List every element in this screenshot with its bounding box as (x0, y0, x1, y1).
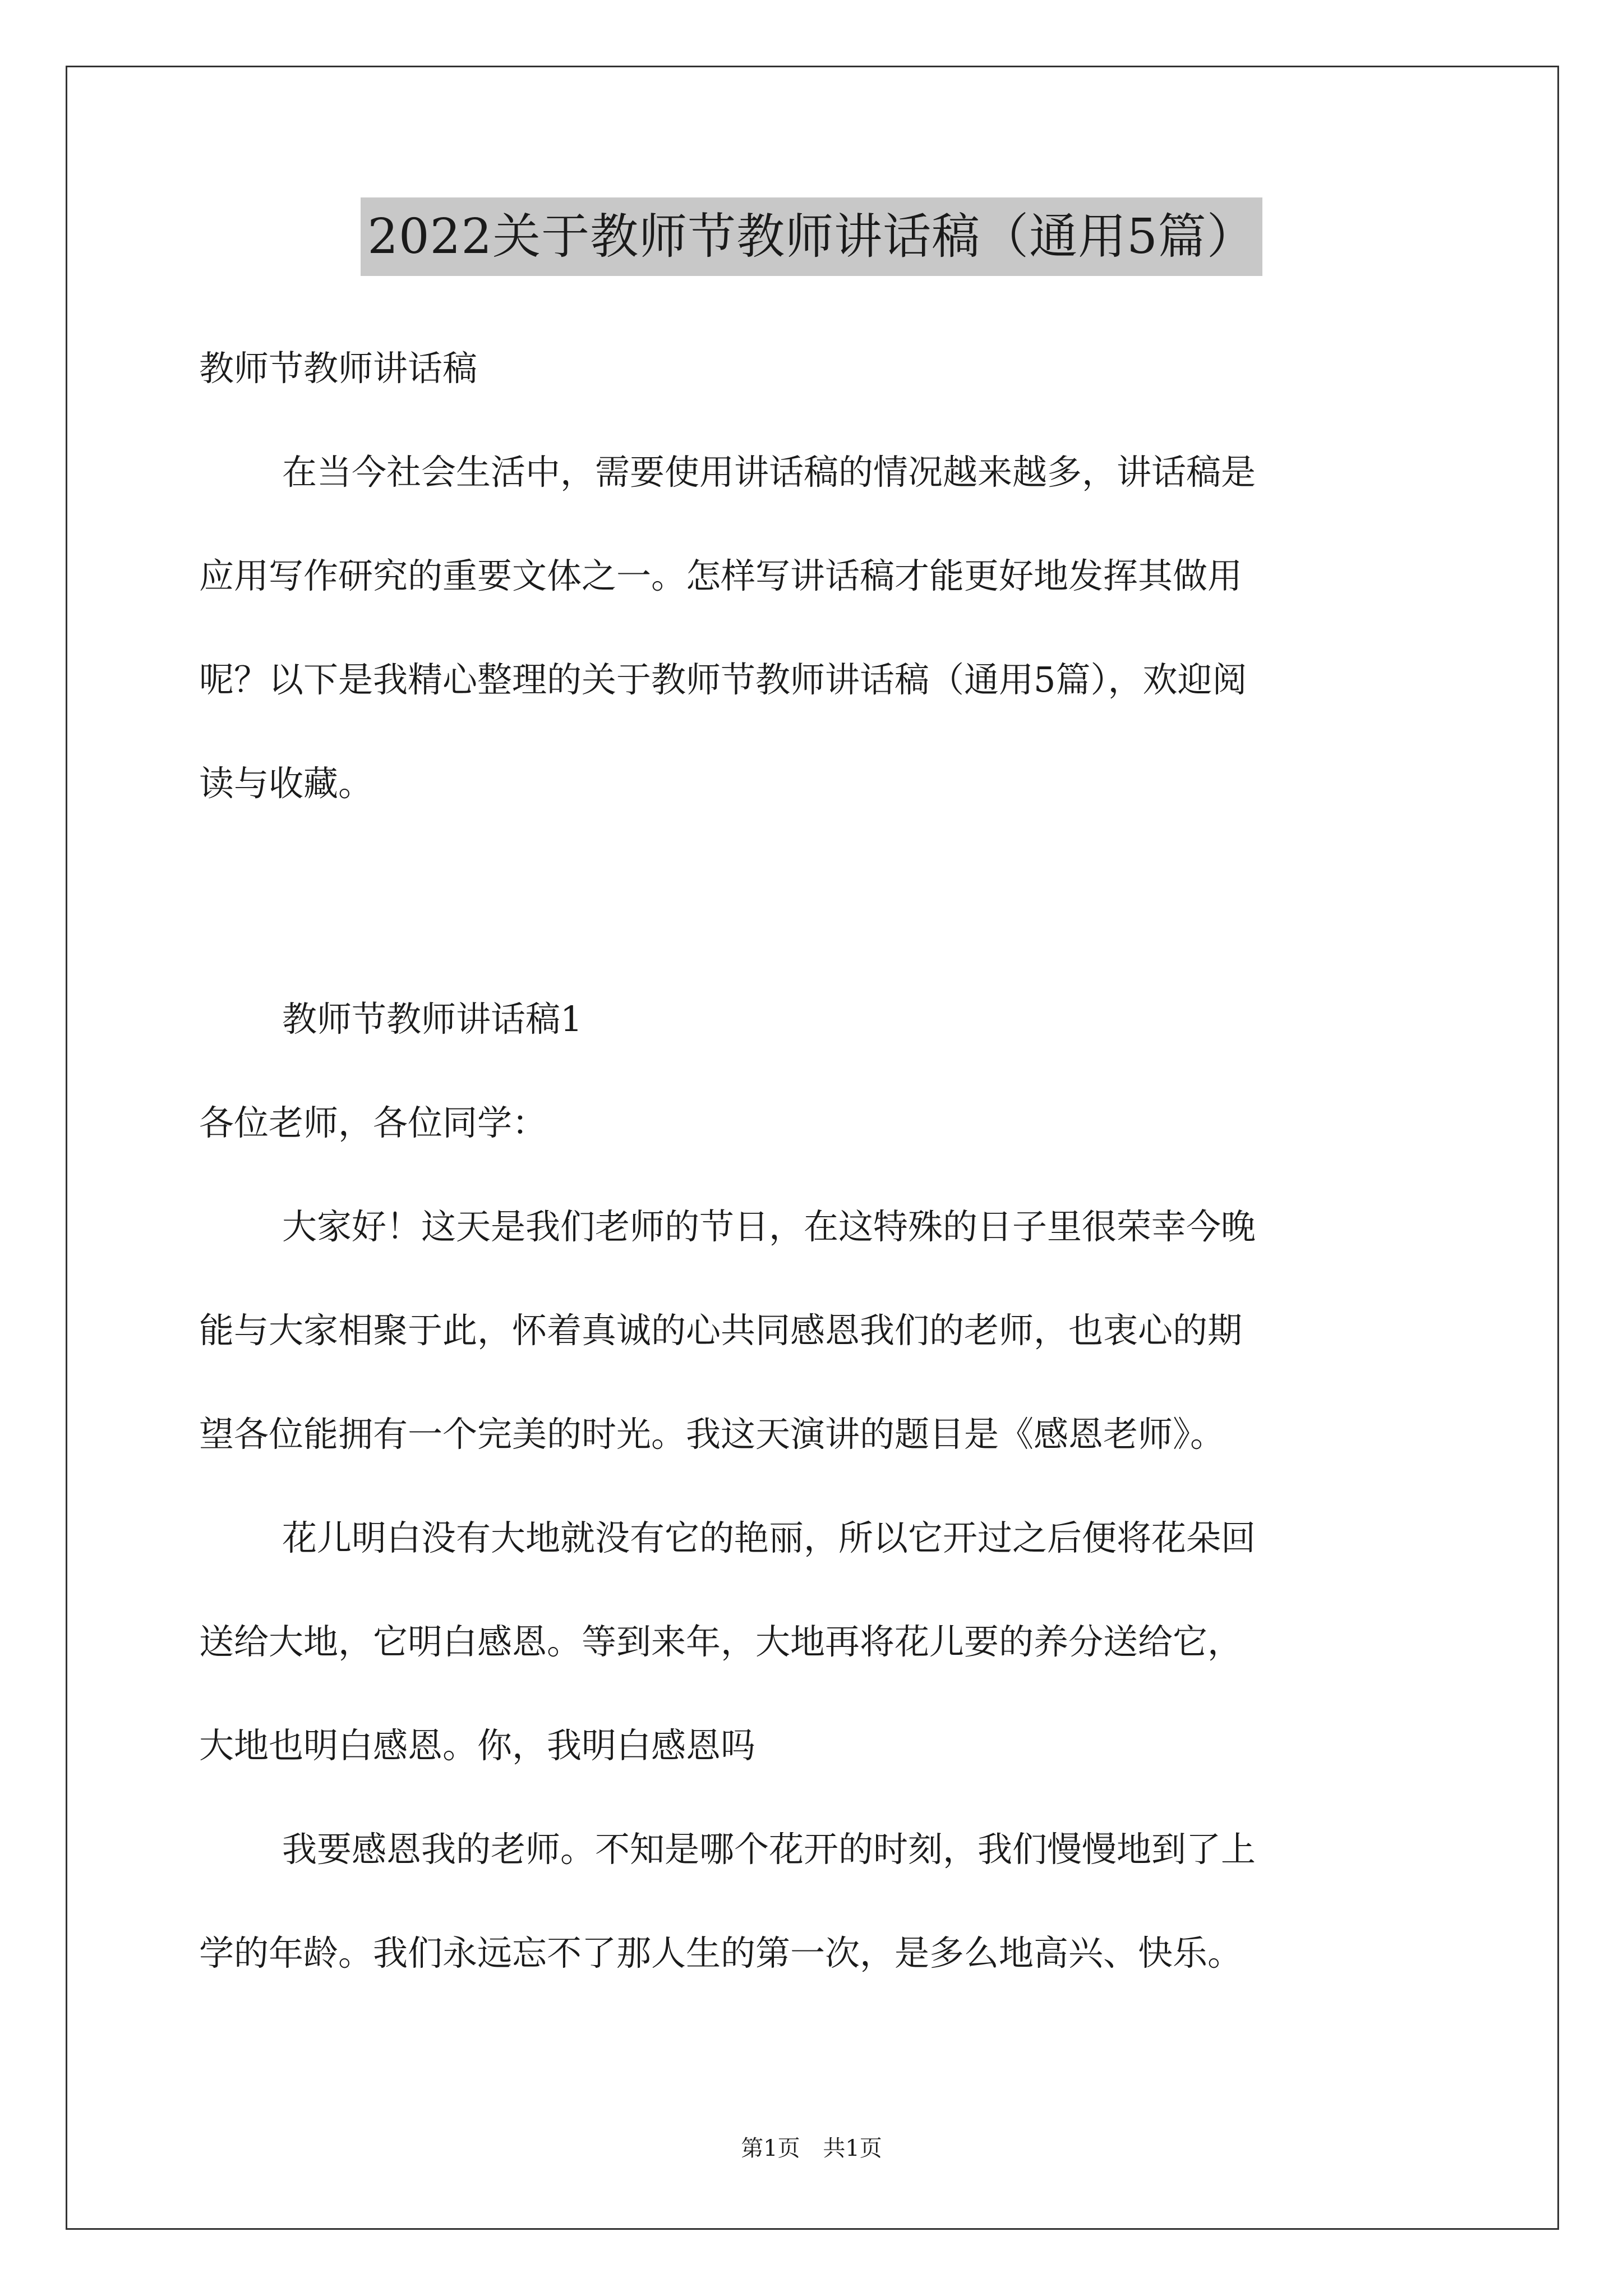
page-footer (0, 2132, 1623, 2165)
paragraph-line: 能与大家相聚于此，怀着真诚的心共同感恩我们的老师，也衷心的期 (199, 1310, 1243, 1351)
paragraph-line: 学的年龄。我们永远忘不了那人生的第一次，是多么地高兴、快乐。 (199, 1932, 1243, 1973)
document-title: 2022关于教师节教师讲话稿（通用5篇） (361, 197, 1262, 276)
paragraph-line: 望各位能拥有一个完美的时光。我这天演讲的题目是《感恩老师》。 (199, 1414, 1225, 1455)
paragraph-line: 我要感恩我的老师。不知是哪个花开的时刻，我们慢慢地到了上 (282, 1829, 1256, 1870)
paragraph-line: 应用写作研究的重要文体之一。怎样写讲话稿才能更好地发挥其做用 (199, 555, 1243, 596)
page-number: 第1页 (741, 2136, 800, 2161)
paragraph-line: 大家好！这天是我们老师的节日，在这特殊的日子里很荣幸今晚 (282, 1206, 1256, 1247)
page-total: 共1页 (823, 2136, 882, 2161)
paragraph-line: 送给大地，它明白感恩。等到来年，大地再将花儿要的养分送给它， (199, 1621, 1243, 1662)
subtitle-line: 教师节教师讲话稿 (199, 348, 478, 389)
paragraph-line: 在当今社会生活中，需要使用讲话稿的情况越来越多，讲话稿是 (282, 452, 1256, 493)
paragraph-line: 大地也明白感恩。你，我明白感恩吗 (199, 1725, 756, 1766)
section-heading: 教师节教师讲话稿1 (282, 999, 583, 1039)
salutation-line: 各位老师，各位同学： (199, 1102, 547, 1143)
paragraph-line: 读与收藏。 (199, 763, 374, 804)
paragraph-line: 呢？以下是我精心整理的关于教师节教师讲话稿（通用5篇），欢迎阅 (199, 659, 1247, 700)
paragraph-line: 花儿明白没有大地就没有它的艳丽，所以它开过之后便将花朵回 (282, 1517, 1256, 1558)
title-container (0, 197, 1623, 276)
